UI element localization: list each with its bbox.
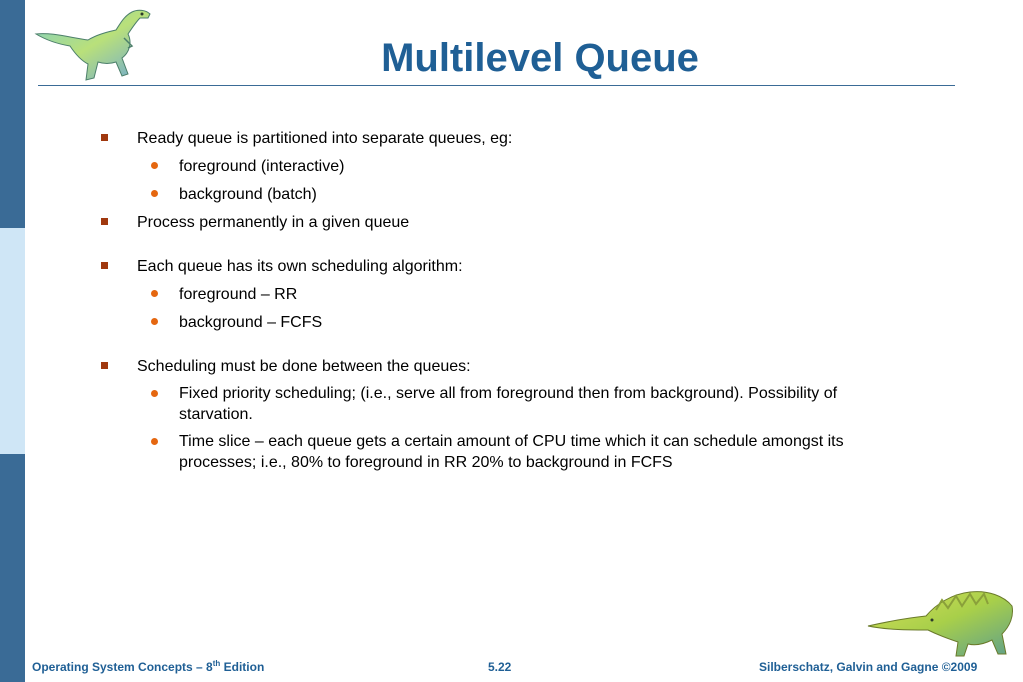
bullet-level2: background – FCFS bbox=[179, 314, 323, 331]
round-bullet-icon bbox=[151, 162, 158, 169]
title-divider bbox=[38, 85, 955, 86]
page-title: Multilevel Queue bbox=[381, 36, 699, 80]
side-bar bbox=[0, 0, 25, 682]
round-bullet-icon bbox=[151, 190, 158, 197]
side-bar-top bbox=[0, 0, 25, 228]
footer-book-title-text: Operating System Concepts – 8 bbox=[32, 660, 213, 674]
square-bullet-icon bbox=[101, 262, 108, 269]
dinosaur-icon bbox=[32, 4, 158, 84]
round-bullet-icon bbox=[151, 290, 158, 297]
side-bar-middle bbox=[0, 228, 25, 454]
bullet-level1: Each queue has its own scheduling algorithm: bbox=[137, 258, 463, 275]
footer-edition-text: Edition bbox=[220, 660, 265, 674]
bullet-level1: Scheduling must be done between the queues: bbox=[137, 358, 471, 375]
square-bullet-icon bbox=[101, 134, 108, 141]
footer-edition-superscript: th bbox=[212, 659, 221, 668]
bullet-level2: Fixed priority scheduling; (i.e., serve all from foreground then from background). Possibility of starvation. bbox=[179, 385, 838, 423]
round-bullet-icon bbox=[151, 438, 158, 445]
bullet-level2: background (batch) bbox=[179, 186, 317, 203]
bullet-level2: foreground (interactive) bbox=[179, 158, 345, 175]
bullet-level2: foreground – RR bbox=[179, 286, 298, 303]
side-bar-bottom bbox=[0, 454, 25, 682]
bullet-level1: Ready queue is partitioned into separate queues, eg: bbox=[137, 130, 513, 147]
footer-page-number: 5.22 bbox=[488, 660, 512, 674]
dinosaur-icon bbox=[866, 582, 1016, 658]
bullet-level2: Time slice – each queue gets a certain amount of CPU time which it can schedule amongst its processes; i.e., 80% to foreground in RR 20% to background in FCFS bbox=[179, 433, 844, 471]
square-bullet-icon bbox=[101, 362, 108, 369]
footer-book-title bbox=[32, 660, 264, 674]
square-bullet-icon bbox=[101, 218, 108, 225]
bullet-level1: Process permanently in a given queue bbox=[137, 214, 410, 231]
round-bullet-icon bbox=[151, 318, 158, 325]
footer-authors: Silberschatz, Galvin and Gagne ©2009 bbox=[759, 660, 978, 674]
round-bullet-icon bbox=[151, 390, 158, 397]
